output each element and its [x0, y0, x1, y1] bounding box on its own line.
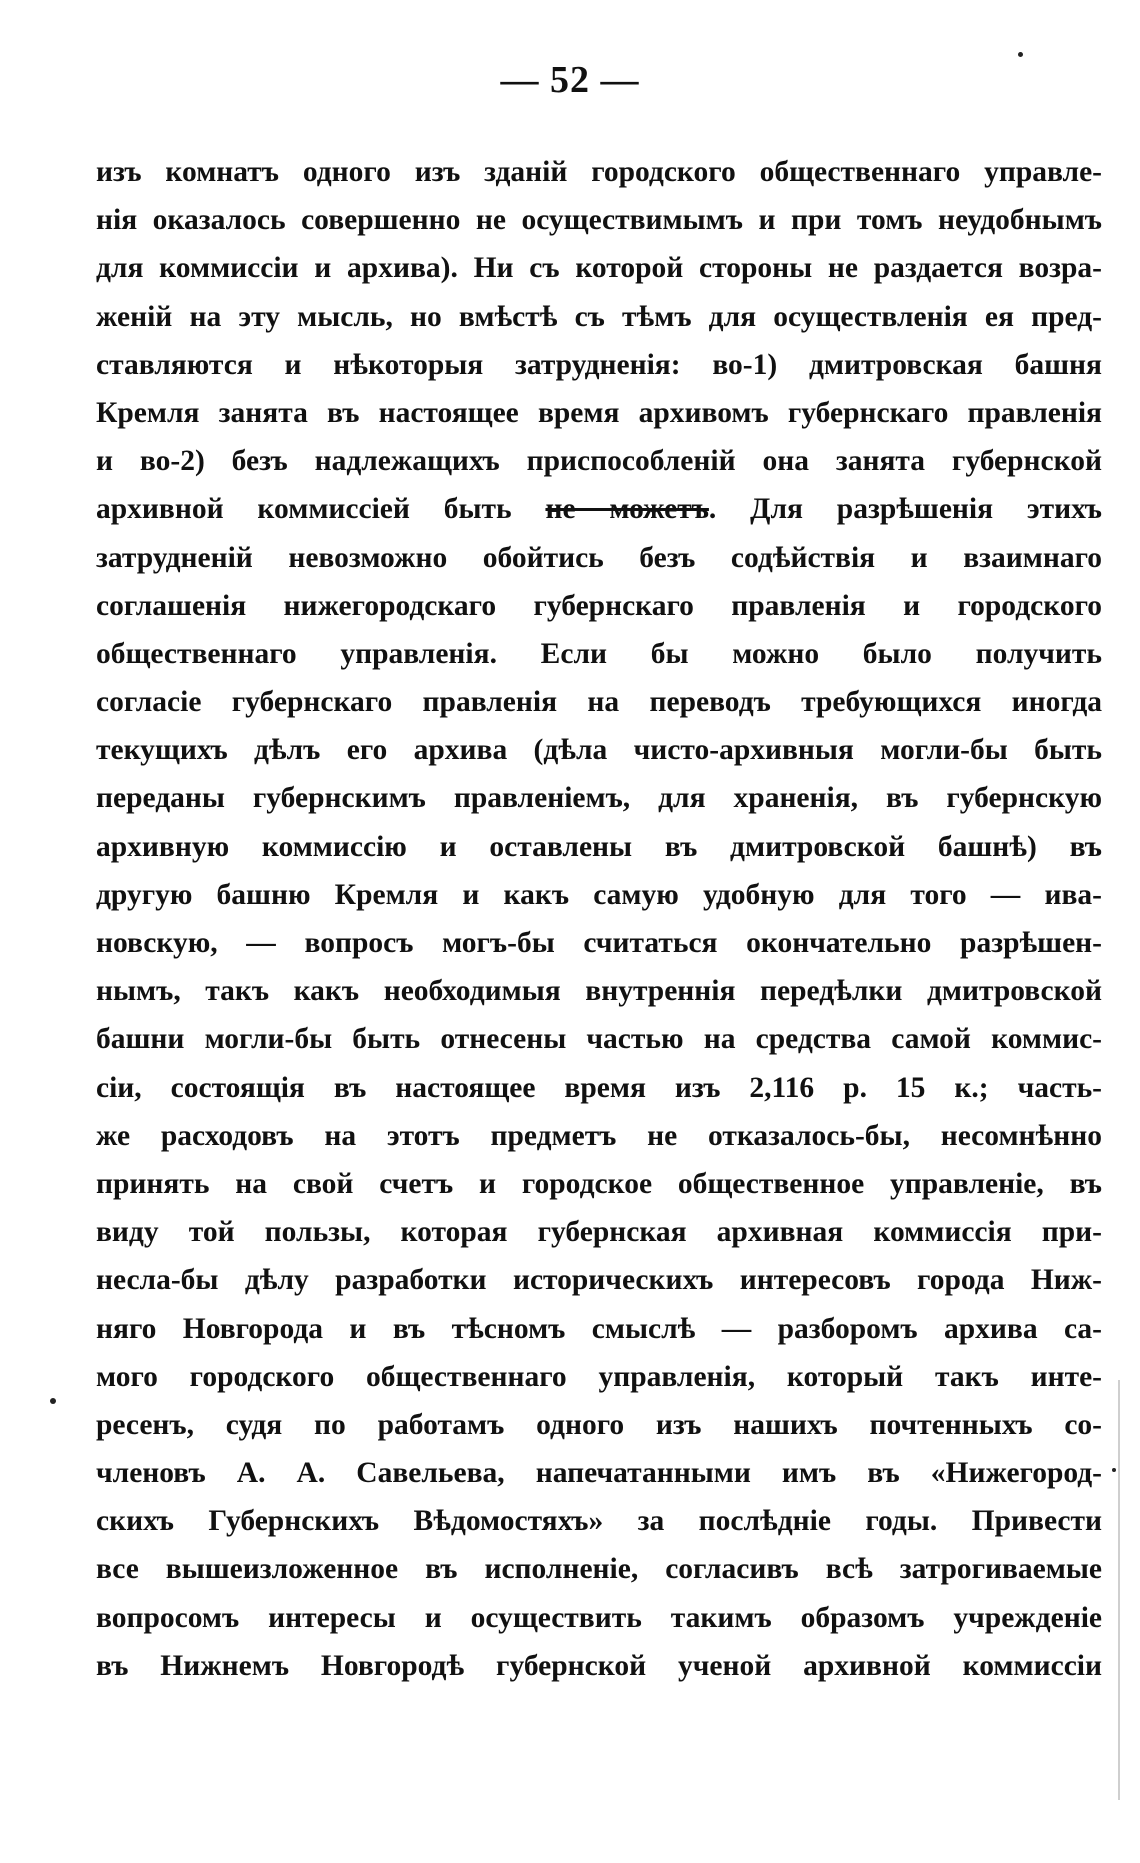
text-line: и во-2) безъ надлежащихъ приспособленій она занята губернской: [96, 445, 1102, 478]
line-tail: . Для разрѣшенія этихъ: [708, 493, 1102, 526]
text-line: виду той пользы, которая губернская архивная коммиссія при-: [96, 1216, 1102, 1249]
text-line: сіи, состоящія въ настоящее время изъ 2,116 р. 15 к.; часть-: [96, 1071, 1102, 1104]
text-line: башни могли-бы быть отнесены частью на средства самой коммис-: [96, 1023, 1102, 1056]
text-line: соглашенія нижегородскаго губернскаго правленія и городского: [96, 589, 1102, 622]
text-line: переданы губернскимъ правленіемъ, для храненія, въ губернскую: [96, 782, 1102, 815]
text-line: архивную коммиссію и оставлены въ дмитровской башнѣ) въ: [96, 830, 1102, 863]
text-line: для коммиссіи и архива). Ни съ которой стороны не раздается возра-: [96, 252, 1102, 285]
page-edge-line: [1118, 1380, 1120, 1800]
text-line: женій на эту мысль, но вмѣстѣ съ тѣмъ для осуществленія ея пред-: [96, 300, 1102, 333]
text-line: несла-бы дѣлу разработки историческихъ интересовъ города Ниж-: [96, 1264, 1102, 1297]
text-line: затрудненій невозможно обойтись безъ содѣйствія и взаимнаго: [96, 541, 1102, 574]
text-line: скихъ Губернскихъ Вѣдомостяхъ» за послѣдніе годы. Привести: [96, 1505, 1102, 1538]
text-line: нія оказалось совершенно не осуществимымъ и при томъ неудобнымъ: [96, 204, 1102, 237]
text-line: же расходовъ на этотъ предметъ не отказалось-бы, несомнѣнно: [96, 1119, 1102, 1152]
ink-speck: [1112, 1468, 1116, 1472]
text-line: вопросомъ интересы и осуществить такимъ образомъ учрежденіе: [96, 1601, 1102, 1634]
page-number: — 52 —: [500, 59, 640, 101]
text-line: членовъ А. А. Савельева, напечатанными имъ въ «Нижегород-: [96, 1457, 1102, 1490]
text-line: нымъ, такъ какъ необходимыя внутреннія передѣлки дмитровской: [96, 975, 1102, 1008]
struck-text: не можетъ: [545, 493, 709, 526]
body-text: [96, 148, 1102, 1690]
text-line: ресенъ, судя по работамъ одного изъ нашихъ почтенныхъ со-: [96, 1408, 1102, 1441]
text-line: Кремля занята въ настоящее время архивомъ губернскаго правленія: [96, 396, 1102, 429]
ink-speck: [1018, 52, 1023, 57]
text-line: изъ комнатъ одного изъ зданій городского общественнаго управле-: [96, 156, 1102, 188]
text-line: текущихъ дѣлъ его архива (дѣла чисто-архивныя могли-бы быть: [96, 734, 1102, 767]
text-line: няго Новгорода и въ тѣсномъ смыслѣ — разборомъ архива са-: [96, 1312, 1102, 1345]
line-start: архивной коммиссіей быть: [96, 493, 512, 526]
text-line: общественнаго управленія. Если бы можно было получить: [96, 637, 1102, 670]
text-line-with-strikethrough: [96, 485, 1102, 533]
text-line: все вышеизложенное въ исполненіе, согласивъ всѣ затрогиваемые: [96, 1553, 1102, 1586]
ink-speck: [50, 1398, 56, 1404]
text-line: ставляются и нѣкоторыя затрудненія: во-1) дмитровская башня: [96, 348, 1102, 381]
text-line: въ Нижнемъ Новгородѣ губернской ученой архивной коммиссіи: [96, 1649, 1102, 1682]
text-line: новскую, — вопросъ могъ-бы считаться окончательно разрѣшен-: [96, 927, 1102, 959]
text-line: другую башню Кремля и какъ самую удобную для того — ива-: [96, 878, 1102, 911]
text-line: принять на свой счетъ и городское общественное управленіе, въ: [96, 1167, 1102, 1200]
text-line: мого городского общественнаго управленія, который такъ инте-: [96, 1360, 1102, 1393]
text-line: согласіе губернскаго правленія на переводъ требующихся иногда: [96, 686, 1102, 719]
